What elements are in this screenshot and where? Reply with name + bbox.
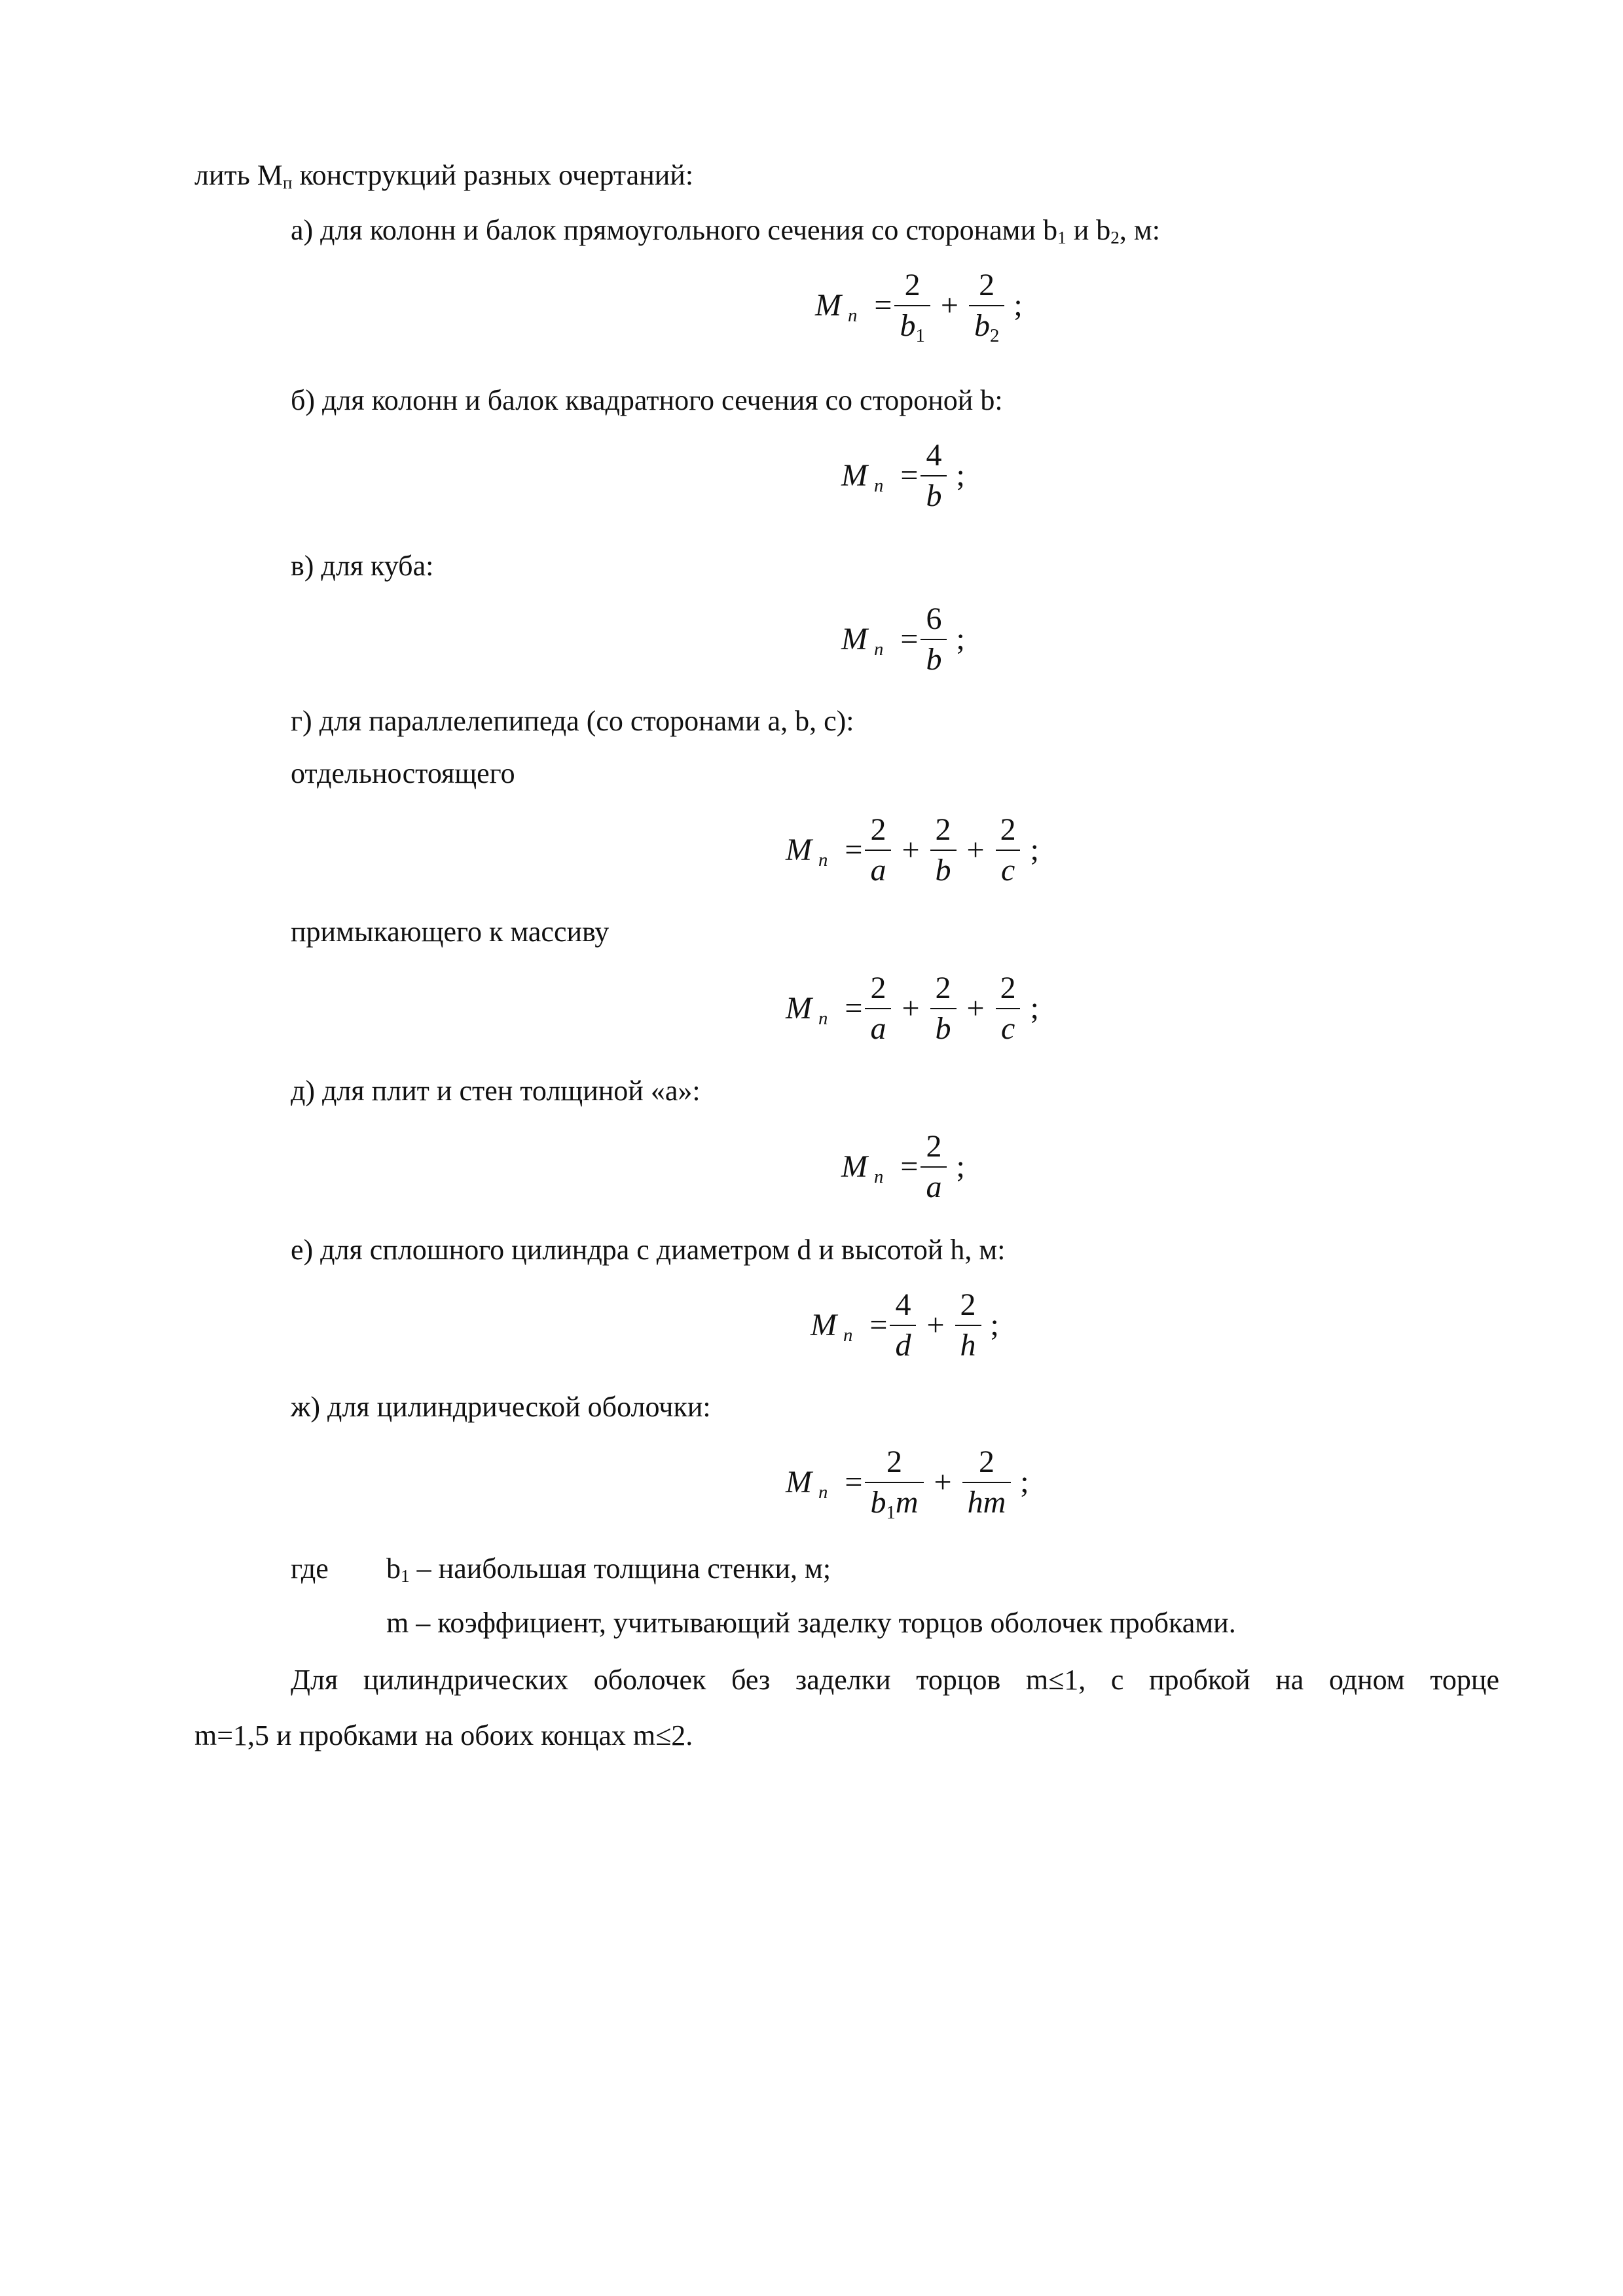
formula-e: M n = $\frac{4}{d}$ + $\frac{2}{h}$ ;	[811, 1287, 999, 1363]
formula-b: M n = $\frac{4}{b}$ ;	[841, 438, 965, 513]
final-para-line2: m=1,5 и пробками на обоих концах m≤2.	[194, 1719, 693, 1751]
item-d-text: д) для плит и стен толщиной «а»:	[291, 1075, 701, 1107]
item-v-text: в) для куба:	[291, 550, 434, 582]
where-b1: $b_1$ – наибольшая толщина стенки, м;	[386, 1552, 831, 1586]
formula-g1: M n = $\frac{2}{a}$ + $\frac{2}{b}$ + $\frac{2}{c}$ ;	[786, 812, 1039, 888]
item-a-text: а) для колонн и балок прямоугольного сечения со сторонами $b_1$ и $b_2$, м:	[291, 214, 1160, 247]
intro-line: лить $М_п$ конструкций разных очертаний:	[194, 159, 694, 192]
item-zh-text: ж) для цилиндрической оболочки:	[291, 1391, 711, 1423]
item-g-text: г) для параллелепипеда (со сторонами а, b, с):	[291, 705, 854, 737]
formula-g2: M n = $\frac{2}{a}$ + $\frac{2}{b}$ + $\frac{2}{c}$ ;	[786, 971, 1039, 1046]
item-b-text: б) для колонн и балок квадратного сечения со стороной b:	[291, 384, 1003, 416]
final-para-line1: Для цилиндрических оболочек без заделки торцов m≤1, с пробкой на одном торце	[291, 1664, 1499, 1696]
formula-v: M n = $\frac{6}{b}$ ;	[841, 601, 965, 677]
where-label: где	[291, 1552, 329, 1585]
formula-zh: M n = $\frac{2}{b1m}$ + $\frac{2}{hm}$ ;	[786, 1444, 1029, 1523]
item-e-text: е) для сплошного цилиндра с диаметром d и высотой h, м:	[291, 1234, 1006, 1266]
item-g2-text: примыкающего к массиву	[291, 916, 610, 948]
formula-a: M n = $\frac{2}{b1}$ + $\frac{2}{b2}$ ;	[815, 268, 1023, 346]
item-g1-text: отдельностоящего	[291, 757, 515, 789]
where-m: m – коэффициент, учитывающий заделку торцов оболочек пробками.	[386, 1607, 1236, 1639]
formula-d: M n = $\frac{2}{a}$ ;	[841, 1129, 965, 1204]
